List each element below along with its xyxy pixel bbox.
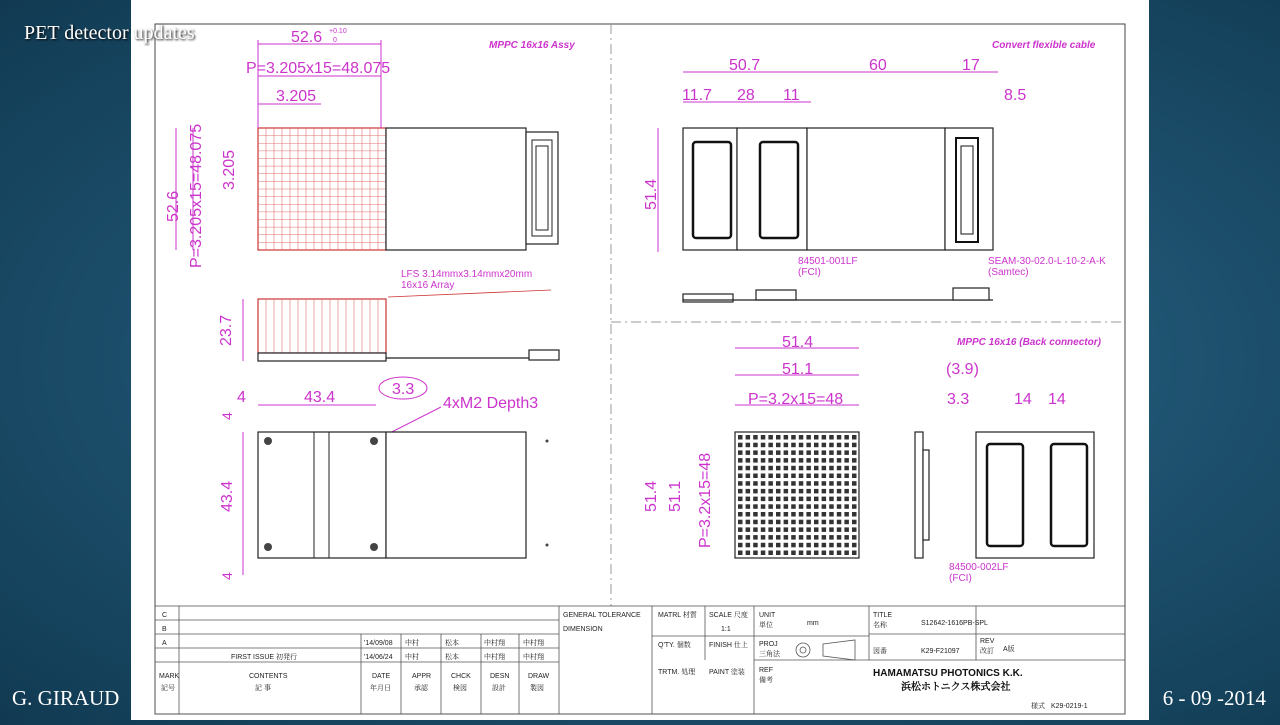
tb-mark: MARK xyxy=(159,673,180,680)
tb-name-b: 松本 xyxy=(445,640,459,647)
tb-draw: DRAW xyxy=(528,673,550,680)
tb-rev-value: A版 xyxy=(1003,646,1015,653)
tb-scale-label: SCALE 尺度 xyxy=(709,612,748,619)
tb-title-value: S12642-1616PB-SPL xyxy=(921,620,988,627)
tb-desn: DESN xyxy=(490,673,510,680)
tb-first-issue: FIRST ISSUE 初発行 xyxy=(231,654,297,661)
dim-cable-28: 28 xyxy=(737,87,755,104)
tb-proj-jp: 三角法 xyxy=(759,651,780,658)
tb-contents-jp: 記 事 xyxy=(255,685,271,692)
dim-cable-11: 11 xyxy=(783,87,800,104)
note-lfs: LFS 3.14mmx3.14mmx20mm xyxy=(401,269,533,280)
note-fci1: 84501-001LF xyxy=(798,256,858,267)
tb-date-jp: 年月日 xyxy=(370,685,391,692)
note-fci2-sub: (FCI) xyxy=(949,573,972,584)
tb-unit-value: mm xyxy=(807,620,819,627)
dim-back-14b: 14 xyxy=(1048,391,1066,408)
dim-back-3-9: (3.9) xyxy=(946,361,979,378)
dim-cable-17: 17 xyxy=(962,57,980,74)
dim-cable-8-5: 8.5 xyxy=(1004,87,1027,104)
tb-finish: FINISH 仕上 xyxy=(709,642,748,649)
dim-v-offset-top: 4 xyxy=(219,412,235,420)
cable-side-view xyxy=(683,288,993,302)
dim-back-pitch-side: P=3.2x15=48 xyxy=(697,452,714,548)
engineering-drawing xyxy=(131,0,1149,720)
dim-v-span: 43.4 xyxy=(219,480,236,512)
dim-height: 23.7 xyxy=(218,314,235,346)
note-array: 16x16 Array xyxy=(401,280,455,291)
tb-draw-jp: 製図 xyxy=(530,685,544,692)
dim-back-51-1: 51.1 xyxy=(782,361,814,378)
dim-cable-51-4: 51.4 xyxy=(643,178,660,210)
dim-back-14a: 14 xyxy=(1014,391,1032,408)
dim-cable-50-7: 50.7 xyxy=(729,57,761,74)
back-connector-grid xyxy=(735,432,859,558)
dim-back-51-1-side: 51.1 xyxy=(667,480,684,512)
note-screw: 4xM2 Depth3 xyxy=(443,395,539,412)
tb-chck: CHCK xyxy=(451,673,471,680)
tb-desn-jp: 設計 xyxy=(492,685,506,692)
dim-back-pitch: P=3.2x15=48 xyxy=(748,391,844,408)
tb-rev-jp: 改訂 xyxy=(980,648,994,655)
tb-qty: Q'TY. 個数 xyxy=(658,642,691,649)
tb-rev-a: A xyxy=(162,640,167,647)
tb-name-c: 中村翔 xyxy=(484,640,505,647)
dim-back-51-4-side: 51.4 xyxy=(643,480,660,512)
dim-cable-11-7: 11.7 xyxy=(682,87,712,104)
dim-hole-offset: 4 xyxy=(237,389,246,406)
dim-pitch-h: P=3.205x15=48.075 xyxy=(246,60,391,77)
tb-title-label: TITLE xyxy=(873,612,893,619)
dim-top-tol-plus: +0.10 xyxy=(329,28,347,35)
dim-top-width: 52.6 xyxy=(291,29,323,46)
dim-top-tol-zero: 0 xyxy=(333,37,337,44)
tb-appr-jp: 承認 xyxy=(414,685,428,692)
note-fci1-sub: (FCI) xyxy=(798,267,821,278)
tb-rev-label: REV xyxy=(980,638,995,645)
note-samtec: SEAM-30-02.0-L-10-2-A-K xyxy=(988,256,1106,267)
cable-top-view xyxy=(683,128,993,250)
assy-side-view xyxy=(258,299,559,361)
tb-dimension: DIMENSION xyxy=(563,626,603,633)
dim-back-3-3: 3.3 xyxy=(947,391,970,408)
tb-form-label: 様式 xyxy=(1031,703,1045,710)
tb-dwg-label: 図番 xyxy=(873,648,887,655)
tb-rev-c: C xyxy=(162,612,168,619)
note-samtec-sub: (Samtec) xyxy=(988,267,1029,278)
tb-chck-jp: 検図 xyxy=(453,685,467,692)
tb-name-a2: 中村 xyxy=(405,654,419,661)
tb-dwg-value: K29-F21097 xyxy=(921,648,960,655)
assy-top-view xyxy=(258,128,558,250)
slide-title: PET detector updates xyxy=(24,22,195,44)
tb-ref-jp: 備考 xyxy=(759,677,773,684)
dim-cable-60: 60 xyxy=(869,57,887,74)
footer-author: G. GIRAUD xyxy=(12,686,120,710)
title-block xyxy=(155,606,1125,714)
tb-rev-b: B xyxy=(162,626,167,633)
dim-hole-span: 43.4 xyxy=(304,389,336,406)
assy-bottom-view xyxy=(258,432,549,558)
tb-company-en: HAMAMATSU PHOTONICS K.K. xyxy=(873,668,1023,679)
tb-name-d2: 中村翔 xyxy=(523,654,544,661)
dim-side-cell: 3.205 xyxy=(221,149,238,190)
tb-unit-label: UNIT xyxy=(759,612,776,619)
tb-trtm: TRTM. 処理 xyxy=(658,669,696,676)
tb-proj: PROJ xyxy=(759,641,778,648)
header-cable: Convert flexible cable xyxy=(992,40,1096,51)
drawing-svg xyxy=(131,0,1149,720)
tb-name-c2: 中村翔 xyxy=(484,654,505,661)
dim-side-width: 52.6 xyxy=(165,190,182,222)
tb-paint: PAINT 塗装 xyxy=(709,669,745,676)
tb-unit-jp: 単位 xyxy=(759,622,773,629)
tb-date1: '14/09/08 xyxy=(364,640,393,647)
dim-v-offset-bot: 4 xyxy=(219,572,235,580)
tb-form-value: K29-0219-1 xyxy=(1051,703,1088,710)
tb-ref: REF xyxy=(759,667,773,674)
tb-scale-value: 1:1 xyxy=(721,626,731,633)
tb-mark-jp: 記号 xyxy=(161,685,175,692)
tb-name-a: 中村 xyxy=(405,640,419,647)
dim-hole-dia: 3.3 xyxy=(392,381,415,398)
tb-title-jp: 名称 xyxy=(873,622,887,629)
header-back-connector: MPPC 16x16 (Back connector) xyxy=(957,337,1101,348)
tb-name-b2: 松本 xyxy=(445,654,459,661)
tb-date-label: DATE xyxy=(372,673,391,680)
tb-date2: '14/06/24 xyxy=(364,654,393,661)
tb-company-jp: 浜松ホトニクス株式会社 xyxy=(901,682,1011,693)
dim-pitch-cell: 3.205 xyxy=(276,88,317,105)
dim-side-pitch: P=3.205x15=48.075 xyxy=(188,123,205,268)
tb-general-tolerance: GENERAL TOLERANCE xyxy=(563,612,641,619)
tb-contents: CONTENTS xyxy=(249,673,288,680)
tb-matrl: MATRL 材質 xyxy=(658,612,697,619)
header-assy: MPPC 16x16 Assy xyxy=(489,40,575,51)
tb-name-d: 中村翔 xyxy=(523,640,544,647)
note-fci2: 84500-002LF xyxy=(949,562,1009,573)
back-connector-side xyxy=(915,432,1094,558)
dim-back-51-4-top: 51.4 xyxy=(782,334,814,351)
footer-date: 6 - 09 -2014 xyxy=(1162,686,1266,710)
tb-appr: APPR xyxy=(412,673,432,680)
